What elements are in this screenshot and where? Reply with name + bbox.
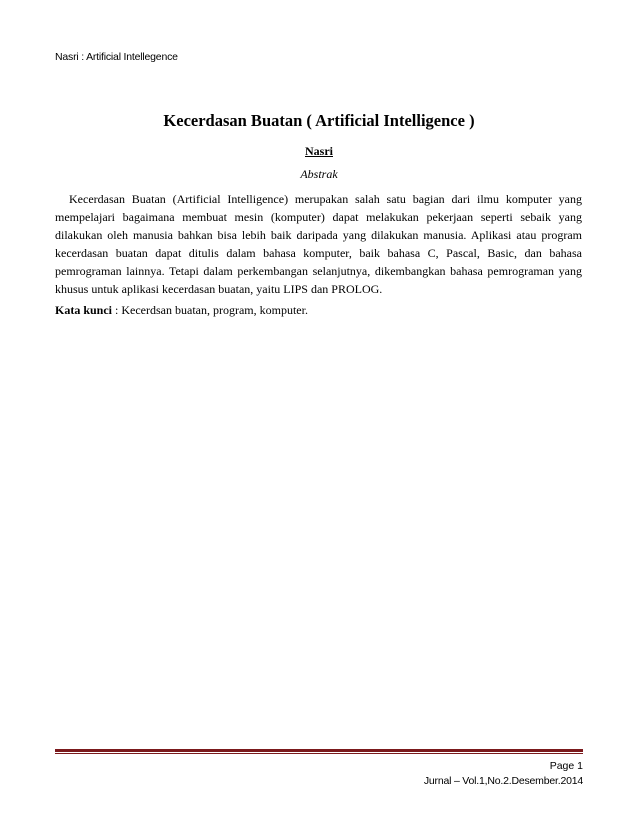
author-name: Nasri [305,144,333,158]
running-header: Nasri : Artificial Intellegence [55,51,178,63]
keywords-text: : Kecerdsan buatan, program, komputer. [112,303,308,317]
keywords-line [55,303,308,318]
keywords-label: Kata kunci [55,303,113,317]
abstract-heading: Abstrak [300,167,338,181]
page-number: Page 1 [549,760,583,772]
journal-info: Jurnal – Vol.1,No.2.Desember.2014 [423,775,583,787]
footer-rule-thin [55,753,583,754]
footer-rule [55,749,583,754]
abstract-body: Kecerdasan Buatan (Artificial Intelligence) merupakan salah satu bagian dari ilmu komputer yang mempelajari bagaimana membuat mesin (komputer) dapat melakukan pekerjaan seperti sebaik yang dilakukan oleh manusia bahkan bisa lebih baik daripada yang dilakukan manusia. Aplikasi atau program kecerdasan buatan dapat ditulis dalam bahasa komputer, baik bahasa C, Pascal, Basic, dan bahasa pemrograman lainnya. Tetapi dalam perkembangan selanjutnya, dikembangkan bahasa pemrograman yang khusus untuk aplikasi kecerdasan buatan, yaitu LIPS dan PROLOG. [55,192,582,296]
article-title: Kecerdasan Buatan ( Artificial Intelligence ) [163,111,475,130]
